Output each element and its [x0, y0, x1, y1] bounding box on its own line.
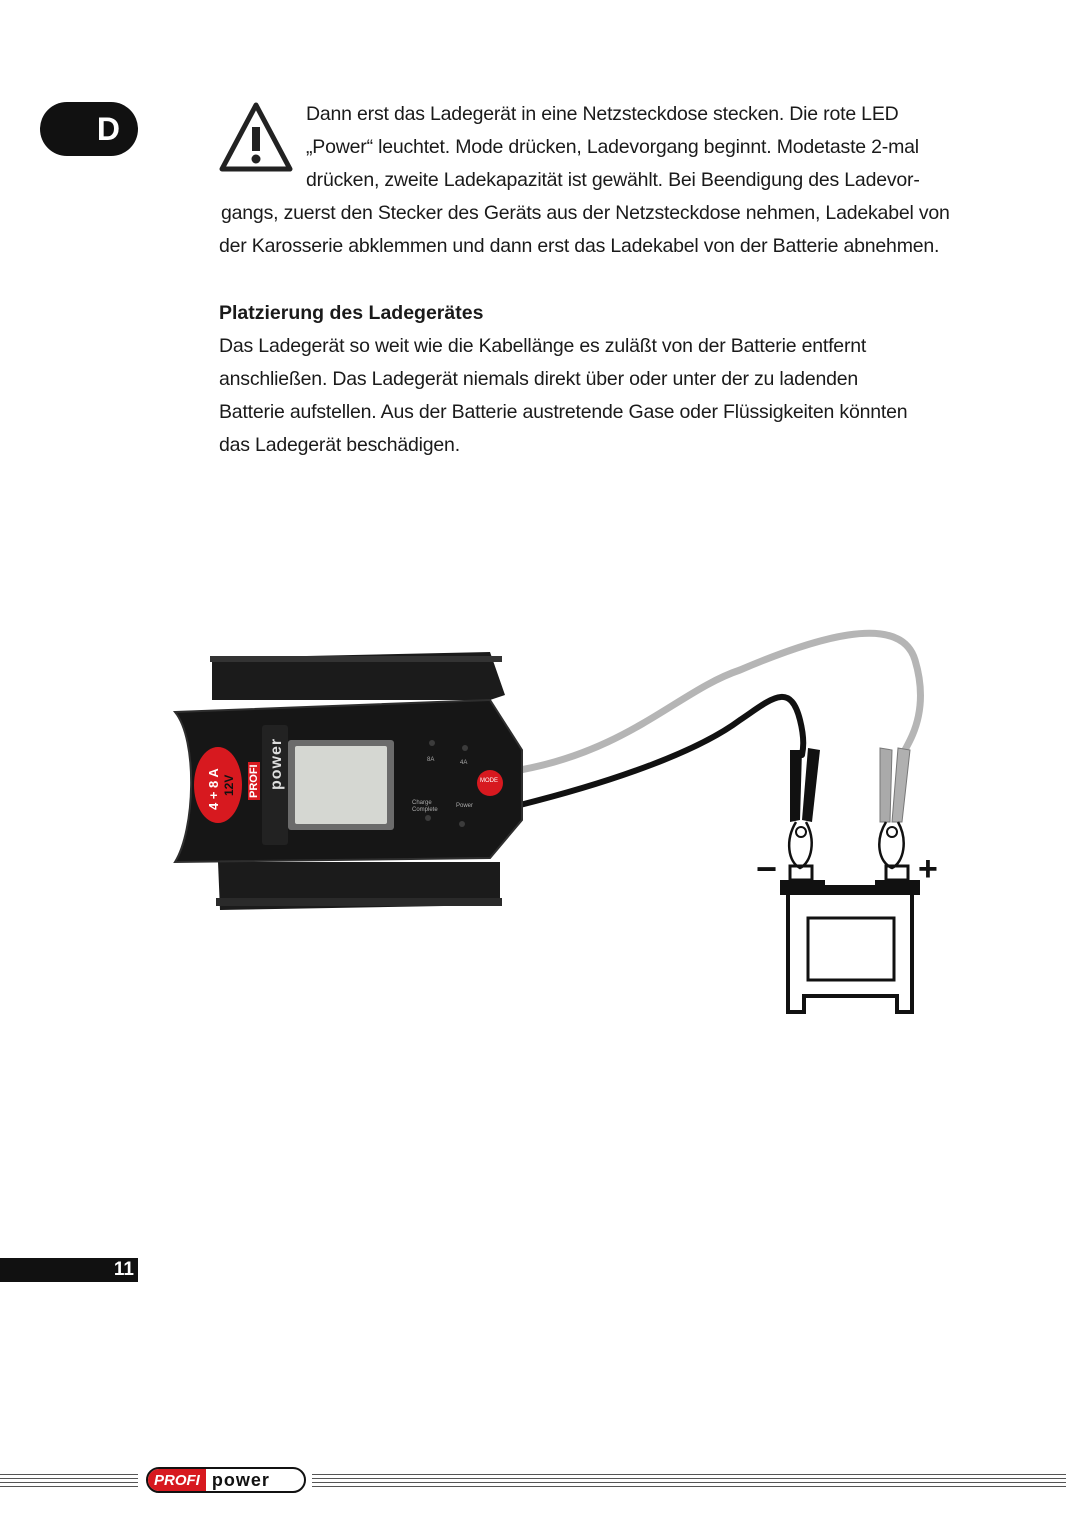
section-line-3: Batterie aufstellen. Aus der Batterie austretende Gase oder Flüssigkeiten könnten — [219, 401, 908, 423]
battery-negative-sign: − — [756, 848, 778, 889]
indicator-4a: 4A — [460, 760, 468, 766]
section-heading: Platzierung des Ladegerätes — [219, 302, 484, 324]
warning-line-3: drücken, zweite Ladekapazität ist gewählt. Bei Beendigung des Ladevor- — [306, 169, 920, 191]
voltage-label: 12V — [222, 774, 236, 796]
indicator-charge-complete: Charge Complete — [412, 800, 438, 813]
brand-profi-label: PROFI — [248, 764, 260, 798]
warning-line-2: „Power“ leuchtet. Mode drücken, Ladevorgang beginnt. Modetaste 2-mal — [306, 136, 919, 158]
positive-clamp — [879, 748, 910, 868]
section-line-2: anschließen. Das Ladegerät niemals direkt über oder unter der zu ladenden — [219, 368, 859, 390]
battery-positive-sign: + — [918, 850, 938, 888]
language-tab — [40, 102, 138, 156]
positive-cable — [520, 633, 920, 770]
warning-line-5: der Karosserie abklemmen und dann erst das Ladekabel von der Batterie abnehmen. — [219, 235, 940, 257]
section-line-1: Das Ladegerät so weit wie die Kabellänge es zuläßt von der Batterie entfernt — [219, 335, 867, 357]
indicator-power: Power — [456, 803, 474, 809]
footer-logo-profi: PROFI — [148, 1469, 206, 1491]
section-line-4: das Ladegerät beschädigen. — [219, 434, 460, 456]
warning-line-4: gangs, zuerst den Stecker des Geräts aus der Netzsteckdose nehmen, Ladekabel von — [221, 202, 950, 224]
footer-logo-power: power — [211, 1469, 270, 1490]
current-label: 4 + 8 A — [206, 768, 221, 810]
indicator-8a: 8A — [427, 757, 435, 763]
mode-button: MODE — [480, 778, 498, 784]
page-number-bar — [0, 1258, 138, 1282]
battery-drawing — [780, 866, 920, 1012]
negative-clamp — [789, 748, 820, 868]
warning-icon — [219, 101, 293, 173]
footer-logo — [146, 1467, 306, 1493]
charger-battery-figure — [160, 600, 960, 1050]
brand-power-label: power — [268, 737, 285, 790]
language-tab-label: D — [96, 110, 120, 147]
footer — [0, 1464, 1066, 1496]
warning-line-1: Dann erst das Ladegerät in eine Netzsteckdose stecken. Die rote LED — [306, 103, 899, 125]
page-number: 11 — [113, 1259, 134, 1280]
